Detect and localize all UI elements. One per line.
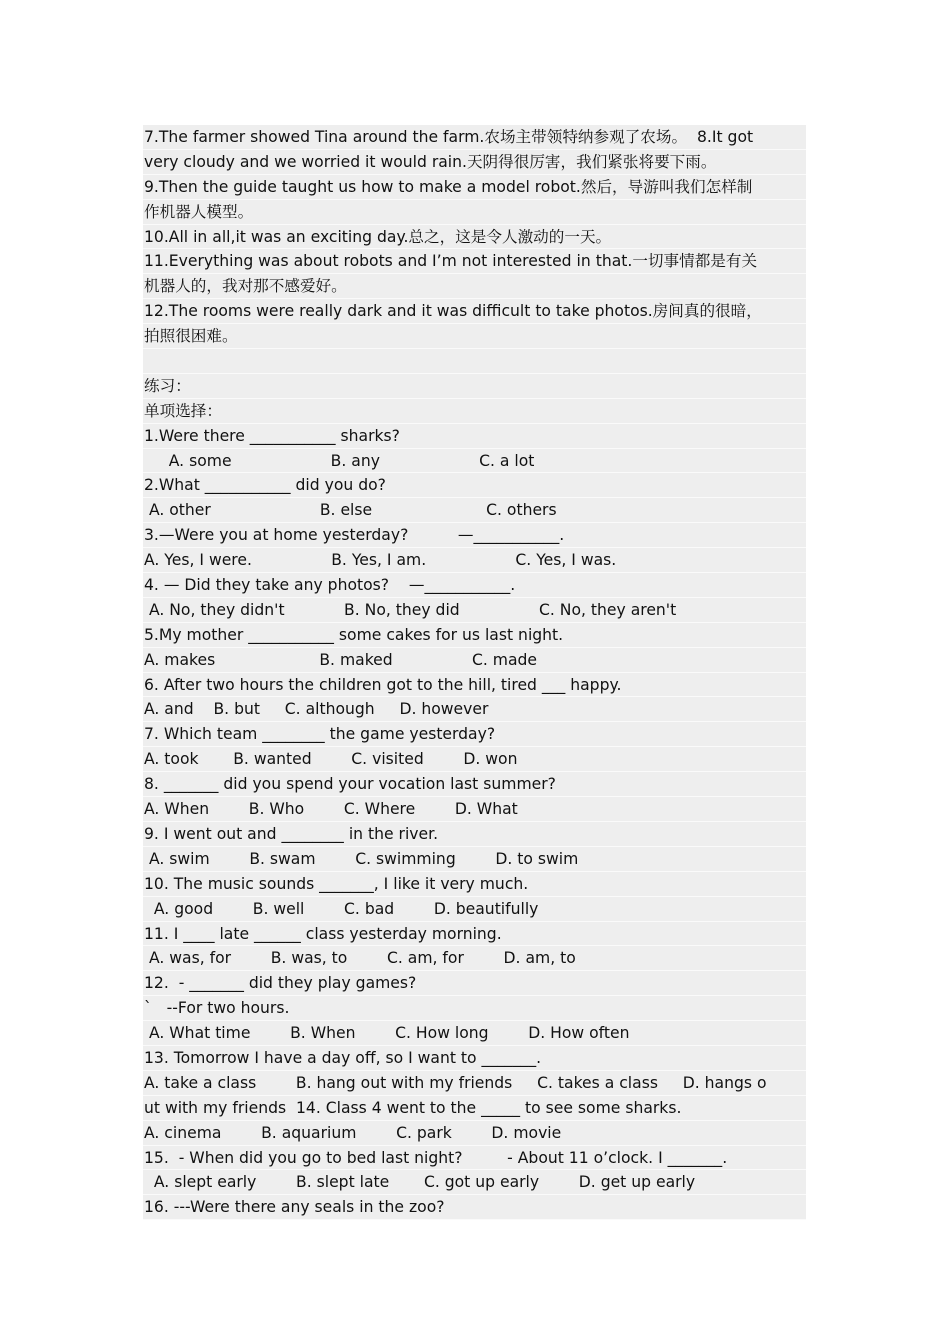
section-heading-practice: 练习：	[143, 374, 806, 399]
question-line: 1.Were there ___________ sharks?	[143, 424, 806, 449]
question-line: 6. After two hours the children got to the hill, tired ___ happy.	[143, 673, 806, 698]
question-line: 9. I went out and ________ in the river.	[143, 822, 806, 847]
options-line: A. cinema B. aquarium C. park D. movie	[143, 1121, 806, 1146]
text-line: very cloudy and we worried it would rain.天阴得很厉害，我们紧张将要下雨。	[143, 150, 806, 175]
question-line: 2.What ___________ did you do?	[143, 473, 806, 498]
text-line: 11.Everything was about robots and I’m not interested in that.一切事情都是有关	[143, 249, 806, 274]
question-line: 3.—Were you at home yesterday? —___________.	[143, 523, 806, 548]
options-line: A. When B. Who C. Where D. What	[143, 797, 806, 822]
options-line: ut with my friends 14. Class 4 went to the _____ to see some sharks.	[143, 1096, 806, 1121]
text-line: 机器人的，我对那不感爱好。	[143, 274, 806, 299]
question-line: 16. ---Were there any seals in the zoo?	[143, 1195, 806, 1220]
question-line: 8. _______ did you spend your vocation last summer?	[143, 772, 806, 797]
section-heading-single-choice: 单项选择：	[143, 399, 806, 424]
options-line: A. some B. any C. a lot	[143, 449, 806, 474]
text-line: 拍照很困难。	[143, 324, 806, 349]
document-body	[143, 125, 806, 1220]
options-line: A. What time B. When C. How long D. How often	[143, 1021, 806, 1046]
question-line: 11. I ____ late ______ class yesterday morning.	[143, 922, 806, 947]
question-line: 10. The music sounds _______, I like it very much.	[143, 872, 806, 897]
options-line: A. No, they didn't B. No, they did C. No, they aren't	[143, 598, 806, 623]
question-line: 15. - When did you go to bed last night? - About 11 o’clock. I _______.	[143, 1146, 806, 1171]
options-line: A. swim B. swam C. swimming D. to swim	[143, 847, 806, 872]
text-line: 7.The farmer showed Tina around the farm.农场主带领特纳参观了农场。 8.It got	[143, 125, 806, 150]
options-line: A. Yes, I were. B. Yes, I am. C. Yes, I was.	[143, 548, 806, 573]
text-line: 作机器人模型。	[143, 200, 806, 225]
question-line: 13. Tomorrow I have a day off, so I want to _______.	[143, 1046, 806, 1071]
text-line: 10.All in all,it was an exciting day.总之，这是令人激动的一天。	[143, 225, 806, 250]
question-line: ` --For two hours.	[143, 996, 806, 1021]
text-line: 9.Then the guide taught us how to make a model robot.然后，导游叫我们怎样制	[143, 175, 806, 200]
options-line: A. take a class B. hang out with my friends C. takes a class D. hangs o	[143, 1071, 806, 1096]
options-line: A. and B. but C. although D. however	[143, 697, 806, 722]
options-line: A. was, for B. was, to C. am, for D. am, to	[143, 946, 806, 971]
options-line: A. good B. well C. bad D. beautifully	[143, 897, 806, 922]
text-line: 12.The rooms were really dark and it was difficult to take photos.房间真的很暗，	[143, 299, 806, 324]
options-line: A. took B. wanted C. visited D. won	[143, 747, 806, 772]
options-line: A. makes B. maked C. made	[143, 648, 806, 673]
options-line: A. other B. else C. others	[143, 498, 806, 523]
blank-line	[143, 349, 806, 374]
question-line: 5.My mother ___________ some cakes for us last night.	[143, 623, 806, 648]
question-line: 12. - _______ did they play games?	[143, 971, 806, 996]
question-line: 7. Which team ________ the game yesterday?	[143, 722, 806, 747]
options-line: A. slept early B. slept late C. got up early D. get up early	[143, 1170, 806, 1195]
question-line: 4. — Did they take any photos? —___________.	[143, 573, 806, 598]
